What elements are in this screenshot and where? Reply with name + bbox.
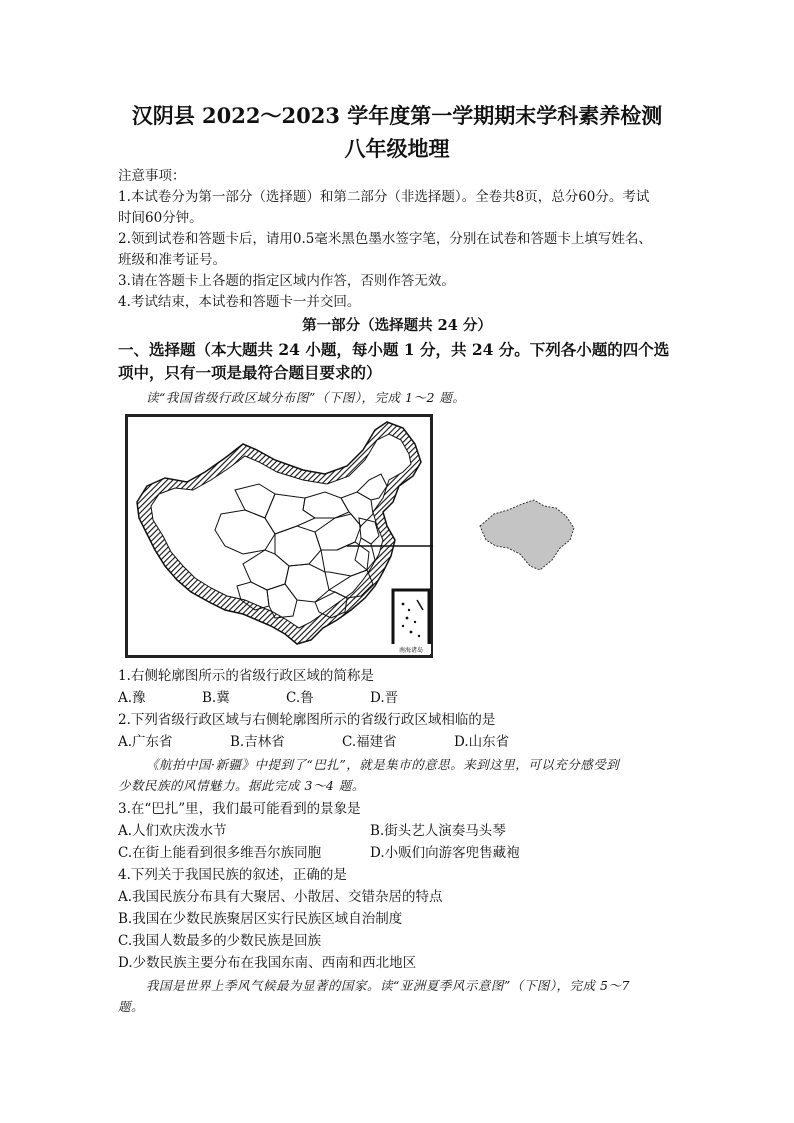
option-d[interactable]: D.小贩们向游客兜售藏袍: [370, 845, 520, 861]
question-intro: 我国是世界上季风气候最为显著的国家。读“亚洲夏季风示意图”（下图），完成 5～7: [146, 978, 630, 993]
question-2-stem: 2.下列省级行政区域与右侧轮廓图所示的省级行政区域相临的是: [118, 712, 496, 728]
china-province-map: [125, 414, 433, 658]
option-a[interactable]: A.广东省: [118, 734, 173, 750]
option-a[interactable]: A.我国民族分布具有大聚居、小散居、交错杂居的特点: [118, 889, 443, 905]
option-b[interactable]: B.吉林省: [230, 734, 285, 750]
option-c[interactable]: C.在街上能看到很多维吾尔族同胞: [118, 845, 322, 861]
note-line: 2.领到试卷和答题卡后，请用0.5毫米黑色墨水签字笔，分别在试卷和答题卡上填写姓名、: [118, 231, 652, 247]
option-d[interactable]: D.少数民族主要分布在我国东南、西南和西北地区: [118, 955, 417, 971]
note-line: 3.请在答题卡上各题的指定区域内作答，否则作答无效。: [118, 273, 455, 289]
note-line: 班级和准考证号。: [118, 252, 226, 268]
question-intro: 少数民族的风情魅力。据此完成 3～4 题。: [118, 778, 365, 793]
note-line: 时间60分钟。: [118, 210, 203, 226]
question-1-stem: 1.右侧轮廓图所示的省级行政区域的简称是: [118, 668, 374, 684]
option-d[interactable]: D.山东省: [454, 734, 510, 750]
option-a[interactable]: A.人们欢庆泼水节: [118, 823, 227, 839]
option-d[interactable]: D.晋: [370, 690, 399, 706]
question-intro: 读“我国省级行政区域分布图”（下图），完成 1～2 题。: [146, 390, 466, 405]
option-c[interactable]: C.鲁: [286, 690, 314, 706]
option-b[interactable]: B.我国在少数民族聚居区实行民族区域自治制度: [118, 911, 403, 927]
note-line: 4.考试结束，本试卷和答题卡一并交回。: [118, 294, 361, 310]
option-b[interactable]: B.街头艺人演奏马头琴: [370, 823, 506, 839]
question-4-stem: 4.下列关于我国民族的叙述，正确的是: [118, 867, 347, 883]
exam-title: 汉阴县 2022～2023 学年度第一学期期末学科素养检测: [131, 103, 663, 128]
option-c[interactable]: C.我国人数最多的少数民族是回族: [118, 933, 322, 949]
note-line: 1.本试卷分为第一部分（选择题）和第二部分（非选择题）。全卷共8页，总分60分。考试: [118, 189, 650, 205]
section-instruction: 一、选择题（本大题共 24 小题，每小题 1 分，共 24 分。下列各小题的四个选: [118, 340, 670, 359]
section-instruction: 项中，只有一项是最符合题目要求的）: [118, 363, 382, 382]
map-inset-label: 南海诸岛: [398, 647, 424, 654]
option-b[interactable]: B.冀: [202, 690, 230, 706]
question-intro: 题。: [118, 999, 145, 1014]
question-intro: 《航拍中国·新疆》中提到了“巴扎”，就是集市的意思。来到这里，可以充分感受到: [146, 757, 620, 772]
option-a[interactable]: A.豫: [118, 690, 146, 706]
province-outline-figure: [472, 496, 582, 576]
part1-heading: 第一部分（选择题共 24 分）: [302, 317, 492, 334]
exam-subtitle: 八年级地理: [344, 136, 450, 161]
notes-heading: 注意事项：: [118, 168, 186, 184]
option-c[interactable]: C.福建省: [342, 734, 397, 750]
question-3-stem: 3.在“巴扎”里，我们最可能看到的景象是: [118, 801, 361, 817]
